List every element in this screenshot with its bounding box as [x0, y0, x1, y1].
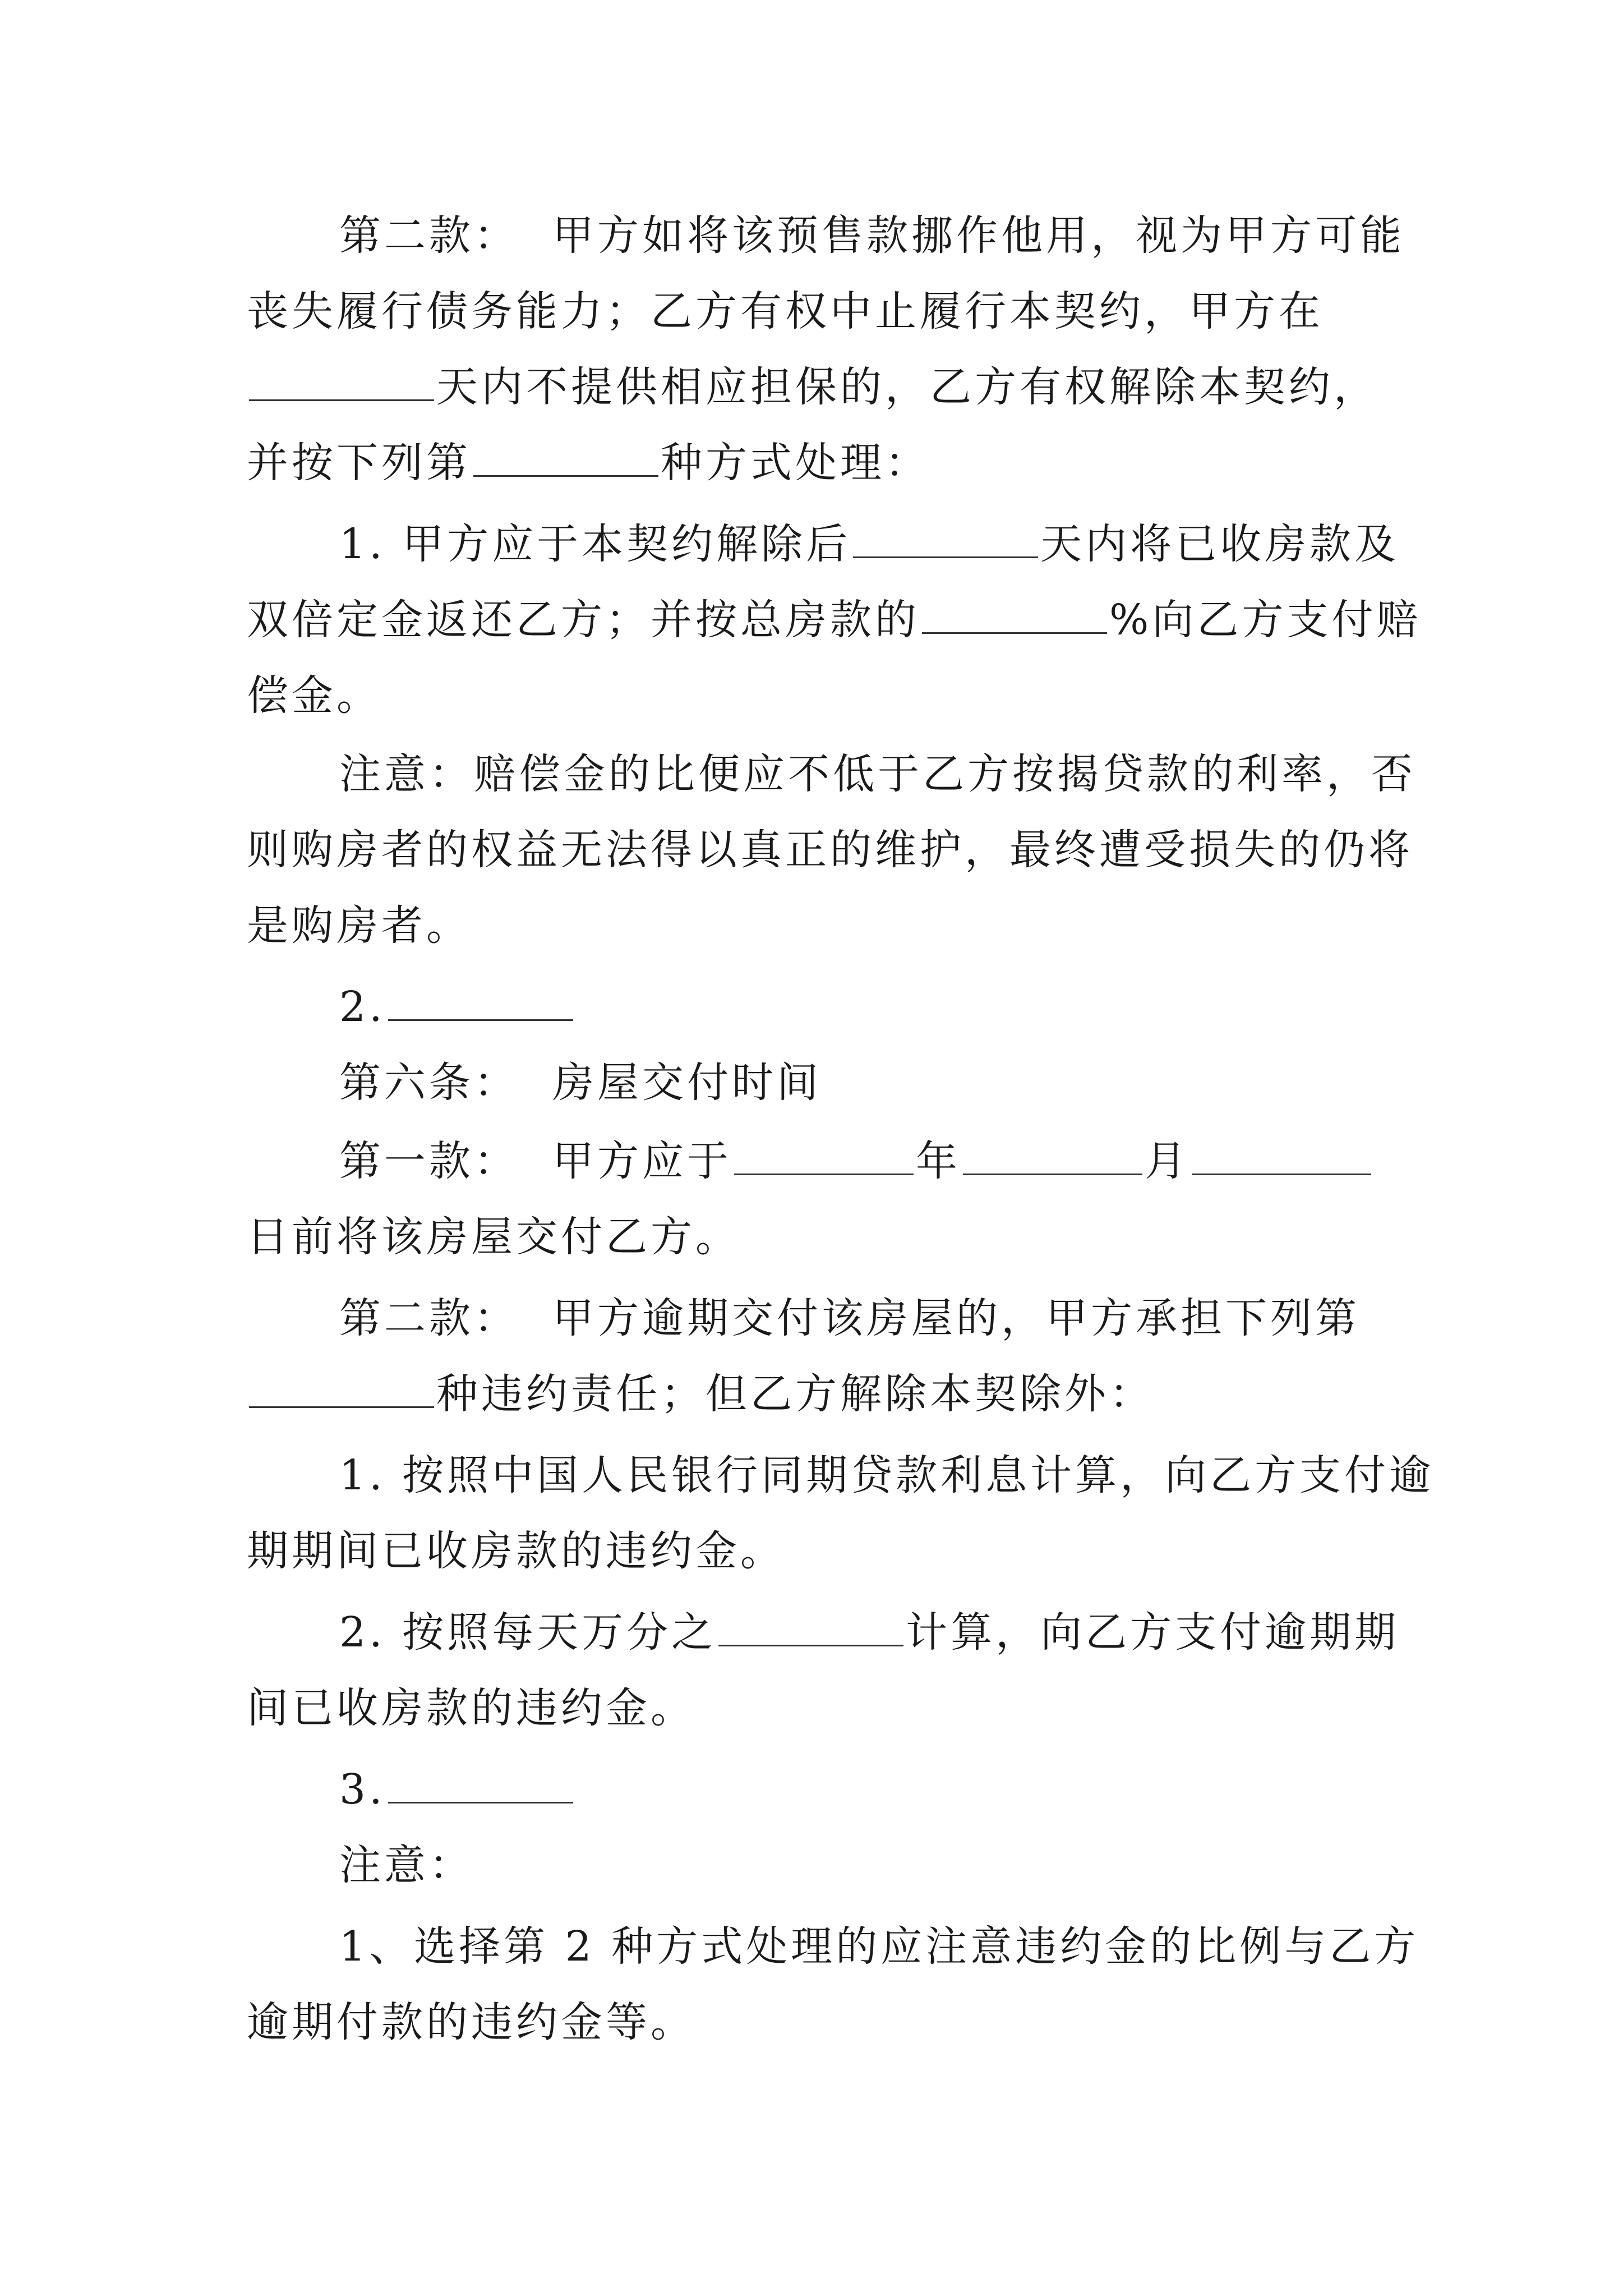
paragraph-line: 第二款： 甲方逾期交付该房屋的，甲方承担下列第: [339, 1294, 1360, 1342]
fill-blank[interactable]: [718, 1605, 903, 1646]
fill-blank[interactable]: [249, 1367, 434, 1408]
note-line: 是购房者。: [247, 901, 471, 950]
paragraph-line: 天内不提供相应担保的，乙方有权解除本契约，: [247, 359, 1385, 415]
paragraph-line: 偿金。: [247, 671, 381, 720]
fill-blank[interactable]: [922, 593, 1107, 634]
note-line: 1、选择第 2 种方式处理的应注意违约金的比例与乙方: [339, 1922, 1419, 1971]
fill-blank[interactable]: [734, 1134, 914, 1175]
paragraph-line: 2.: [339, 979, 1385, 1035]
paragraph-line: 1. 甲方应于本契约解除后 天内将已收房款及: [339, 516, 1385, 572]
note-line: 注意：赔偿金的比便应不低于乙方按揭贷款的利率，否: [339, 750, 1416, 798]
paragraph-line: 日前将该房屋交付乙方。: [247, 1213, 740, 1261]
article-heading: 第六条： 房屋交付时间: [339, 1059, 822, 1107]
note-heading: 注意：: [339, 1841, 474, 1889]
paragraph-line: 第二款： 甲方如将该预售款挪作他用，视为甲方可能: [339, 211, 1405, 260]
fill-blank[interactable]: [963, 1134, 1142, 1175]
fill-blank[interactable]: [853, 517, 1038, 558]
paragraph-line: 丧失履行债务能力；乙方有权中止履行本契约，甲方在: [247, 287, 1324, 335]
fill-blank[interactable]: [388, 1763, 573, 1803]
fill-blank[interactable]: [388, 980, 573, 1021]
paragraph-line: 2. 按照每天万分之 计算，向乙方支付逾期期: [339, 1604, 1385, 1660]
paragraph-line: 期期间已收房款的违约金。: [247, 1527, 785, 1575]
paragraph-line: 1. 按照中国人民银行同期贷款利息计算，向乙方支付逾: [339, 1451, 1435, 1499]
paragraph-line: 并按下列第 种方式处理：: [247, 435, 1385, 491]
paragraph-line: 间已收房款的违约金。: [247, 1684, 695, 1732]
note-line: 逾期付款的违约金等。: [247, 1998, 695, 2046]
fill-blank[interactable]: [249, 360, 434, 401]
paragraph-line: 双倍定金返还乙方；并按总房款的 %向乙方支付赔: [247, 592, 1385, 648]
paragraph-line: 种违约责任；但乙方解除本契除外：: [247, 1366, 1385, 1422]
paragraph-line: 第一款： 甲方应于 年 月: [339, 1133, 1385, 1189]
fill-blank[interactable]: [1192, 1134, 1371, 1175]
clause-heading: 第二款：: [339, 211, 519, 260]
note-line: 则购房者的权益无法得以真正的维护，最终遭受损失的仍将: [247, 826, 1413, 874]
paragraph-line: 3.: [339, 1761, 1385, 1818]
fill-blank[interactable]: [473, 436, 658, 477]
